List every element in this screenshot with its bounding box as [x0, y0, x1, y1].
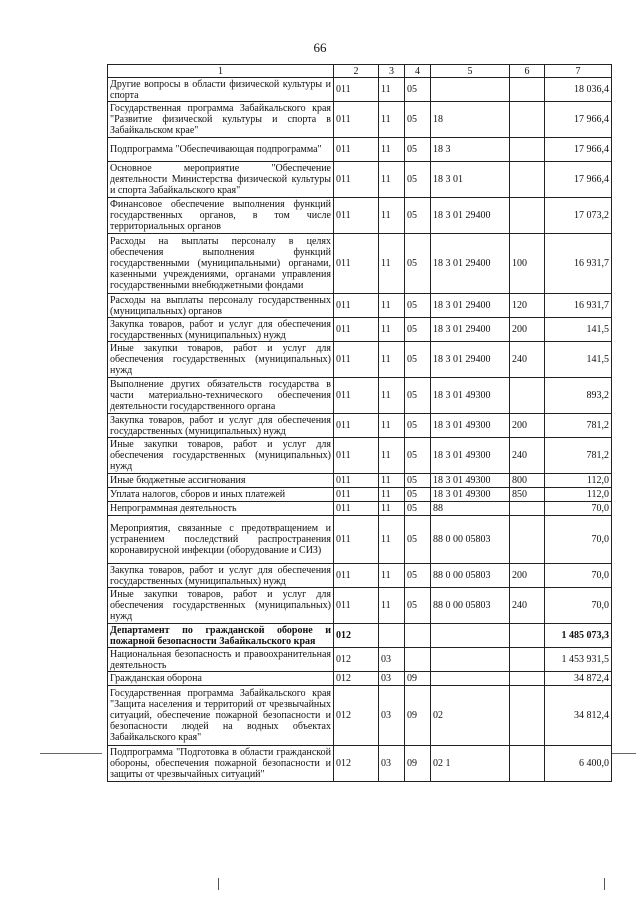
cell-vr: [510, 78, 545, 102]
cell-vr: [510, 102, 545, 138]
cell-cs: 18: [431, 102, 510, 138]
cell-cs: 18 3 01 29400: [431, 234, 510, 294]
table-row: [108, 78, 612, 102]
left-margin-mark: [40, 753, 102, 754]
cell-rz: 11: [379, 488, 405, 502]
cell-sum: 112,0: [545, 474, 612, 488]
cell-name: Иные закупки товаров, работ и услуг для обеспечения государственных (муниципальных) нужд: [108, 438, 334, 474]
cell-gr: 011: [334, 342, 379, 378]
cell-cs: 18 3 01 49300: [431, 488, 510, 502]
cell-sum: 16 931,7: [545, 294, 612, 318]
cell-vr: [510, 624, 545, 648]
cell-name: Уплата налогов, сборов и иных платежей: [108, 488, 334, 502]
cell-gr: 011: [334, 588, 379, 624]
cell-pr: 05: [405, 198, 431, 234]
cell-gr: 011: [334, 414, 379, 438]
cell-sum: 70,0: [545, 564, 612, 588]
cell-vr: 120: [510, 294, 545, 318]
cell-sum: 781,2: [545, 414, 612, 438]
cell-vr: [510, 162, 545, 198]
cell-name: Выполнение других обязательств государства в части материально-технического обеспечения деятельности государственного органа: [108, 378, 334, 414]
cell-gr: 011: [334, 378, 379, 414]
column-header-name: 1: [108, 65, 334, 78]
cell-cs: 18 3: [431, 138, 510, 162]
column-header-cs: 5: [431, 65, 510, 78]
cell-pr: 05: [405, 588, 431, 624]
cell-vr: 240: [510, 588, 545, 624]
column-header-rz: 3: [379, 65, 405, 78]
cell-sum: 17 073,2: [545, 198, 612, 234]
cell-name: Департамент по гражданской обороне и пожарной безопасности Забайкальского края: [108, 624, 334, 648]
table-row: [108, 102, 612, 138]
column-header-pr: 4: [405, 65, 431, 78]
cell-gr: 011: [334, 502, 379, 516]
cell-name: Непрограммная деятельность: [108, 502, 334, 516]
cell-pr: 05: [405, 378, 431, 414]
table-row: [108, 516, 612, 564]
cell-vr: 200: [510, 564, 545, 588]
table-row: [108, 488, 612, 502]
cell-pr: 05: [405, 516, 431, 564]
cell-pr: 05: [405, 102, 431, 138]
cell-rz: 03: [379, 746, 405, 782]
cell-rz: 11: [379, 414, 405, 438]
cell-gr: 011: [334, 318, 379, 342]
cell-name: Расходы на выплаты персоналу в целях обеспечения выполнения функций государственными (муниципальными) органами, казенными учреждениями, органами управления государственными внебюджетными фондами: [108, 234, 334, 294]
table-row: [108, 686, 612, 746]
table-row: [108, 502, 612, 516]
table-row: [108, 294, 612, 318]
cell-vr: [510, 686, 545, 746]
cell-vr: [510, 138, 545, 162]
cell-vr: [510, 378, 545, 414]
cell-gr: 012: [334, 624, 379, 648]
cell-rz: 11: [379, 294, 405, 318]
cell-sum: 16 931,7: [545, 234, 612, 294]
cell-name: Иные закупки товаров, работ и услуг для обеспечения государственных (муниципальных) нужд: [108, 342, 334, 378]
cell-cs: 18 3 01 49300: [431, 438, 510, 474]
cell-gr: 011: [334, 102, 379, 138]
cell-name: Финансовое обеспечение выполнения функций государственных органов, в том числе территориальных органов: [108, 198, 334, 234]
cell-gr: 011: [334, 564, 379, 588]
cell-name: Государственная программа Забайкальского края "Развитие физической культуры и спорта в Забайкальском крае": [108, 102, 334, 138]
cell-vr: [510, 648, 545, 672]
cell-pr: 05: [405, 488, 431, 502]
cell-sum: 17 966,4: [545, 102, 612, 138]
cell-vr: [510, 746, 545, 782]
table-row: [108, 624, 612, 648]
table-row: [108, 378, 612, 414]
cell-vr: [510, 672, 545, 686]
cell-cs: 18 3 01 29400: [431, 198, 510, 234]
cell-vr: 240: [510, 438, 545, 474]
table-row: [108, 474, 612, 488]
cell-gr: 012: [334, 672, 379, 686]
cell-cs: 18 3 01 29400: [431, 318, 510, 342]
cell-sum: 112,0: [545, 488, 612, 502]
cell-rz: [379, 624, 405, 648]
cell-rz: 11: [379, 162, 405, 198]
cell-rz: 11: [379, 502, 405, 516]
table-row: [108, 198, 612, 234]
cell-cs: 18 3 01 29400: [431, 294, 510, 318]
cell-name: Основное мероприятие "Обеспечение деятельности Министерства физической культуры и спорта Забайкальского края": [108, 162, 334, 198]
cell-gr: 011: [334, 162, 379, 198]
cell-pr: 05: [405, 438, 431, 474]
cell-name: Закупка товаров, работ и услуг для обеспечения государственных (муниципальных) нужд: [108, 318, 334, 342]
cell-name: Иные бюджетные ассигнования: [108, 474, 334, 488]
cell-rz: 11: [379, 438, 405, 474]
cell-rz: 11: [379, 78, 405, 102]
cell-rz: 11: [379, 516, 405, 564]
cell-name: Иные закупки товаров, работ и услуг для обеспечения государственных (муниципальных) нужд: [108, 588, 334, 624]
table-body: [108, 78, 612, 782]
cell-pr: [405, 648, 431, 672]
cell-pr: 05: [405, 318, 431, 342]
cell-rz: 11: [379, 564, 405, 588]
table-row: [108, 162, 612, 198]
cell-gr: 012: [334, 746, 379, 782]
cell-gr: 012: [334, 686, 379, 746]
cell-cs: 02: [431, 686, 510, 746]
cell-cs: [431, 624, 510, 648]
cell-rz: 03: [379, 672, 405, 686]
cell-vr: [510, 516, 545, 564]
cell-sum: 70,0: [545, 516, 612, 564]
cell-pr: 09: [405, 672, 431, 686]
cell-cs: 88 0 00 05803: [431, 564, 510, 588]
cell-name: Национальная безопасность и правоохранительная деятельность: [108, 648, 334, 672]
cell-vr: 240: [510, 342, 545, 378]
cell-gr: 011: [334, 138, 379, 162]
cell-vr: 850: [510, 488, 545, 502]
cell-sum: 70,0: [545, 588, 612, 624]
cell-name: Государственная программа Забайкальского края "Защита населения и территорий от чрезвычайных ситуаций, обеспечение пожарной безопасности и безопасности людей на водных объектах Забайкальского края": [108, 686, 334, 746]
cell-gr: 011: [334, 198, 379, 234]
cell-gr: 011: [334, 78, 379, 102]
cell-cs: 88 0 00 05803: [431, 588, 510, 624]
cell-rz: 11: [379, 198, 405, 234]
cell-cs: 18 3 01: [431, 162, 510, 198]
cell-sum: 141,5: [545, 342, 612, 378]
table-row: [108, 318, 612, 342]
cell-rz: 11: [379, 318, 405, 342]
cell-name: Мероприятия, связанные с предотвращением и устранением последствий распространения коронавирусной инфекции (оборудование и СИЗ): [108, 516, 334, 564]
right-margin-mark: [612, 753, 636, 754]
table-row: [108, 564, 612, 588]
cell-name: Закупка товаров, работ и услуг для обеспечения государственных (муниципальных) нужд: [108, 414, 334, 438]
cell-gr: 011: [334, 234, 379, 294]
column-header-sum: 7: [545, 65, 612, 78]
column-header-gr: 2: [334, 65, 379, 78]
cell-sum: 17 966,4: [545, 162, 612, 198]
cell-pr: 05: [405, 502, 431, 516]
table-row: [108, 438, 612, 474]
cell-sum: 893,2: [545, 378, 612, 414]
cell-name: Подпрограмма "Подготовка в области гражданской обороны, обеспечения пожарной безопасности и защиты от чрезвычайных ситуаций": [108, 746, 334, 782]
cell-pr: 05: [405, 564, 431, 588]
table-row: [108, 746, 612, 782]
table-row: [108, 588, 612, 624]
cell-vr: [510, 502, 545, 516]
cell-vr: 100: [510, 234, 545, 294]
cell-sum: 70,0: [545, 502, 612, 516]
cell-cs: [431, 672, 510, 686]
cell-rz: 03: [379, 686, 405, 746]
cell-gr: 011: [334, 488, 379, 502]
cell-name: Другие вопросы в области физической культуры и спорта: [108, 78, 334, 102]
cell-pr: 05: [405, 342, 431, 378]
table-row: [108, 234, 612, 294]
cell-cs: 18 3 01 49300: [431, 414, 510, 438]
bottom-tick-right: [604, 878, 605, 890]
table-row: [108, 648, 612, 672]
table-row: [108, 414, 612, 438]
cell-cs: 18 3 01 49300: [431, 378, 510, 414]
cell-sum: 1 453 931,5: [545, 648, 612, 672]
cell-pr: 05: [405, 474, 431, 488]
column-header-vr: 6: [510, 65, 545, 78]
cell-sum: 18 036,4: [545, 78, 612, 102]
cell-pr: 09: [405, 746, 431, 782]
budget-table: [107, 64, 612, 782]
cell-vr: 200: [510, 318, 545, 342]
page-number: 66: [313, 40, 327, 55]
bottom-tick-left: [218, 878, 219, 890]
cell-name: Закупка товаров, работ и услуг для обеспечения государственных (муниципальных) нужд: [108, 564, 334, 588]
cell-pr: [405, 624, 431, 648]
table-header-row: [108, 65, 612, 78]
cell-gr: 011: [334, 516, 379, 564]
cell-pr: 05: [405, 294, 431, 318]
cell-pr: 05: [405, 78, 431, 102]
cell-rz: 11: [379, 234, 405, 294]
cell-rz: 11: [379, 102, 405, 138]
cell-rz: 03: [379, 648, 405, 672]
cell-name: Подпрограмма "Обеспечивающая подпрограмма": [108, 138, 334, 162]
cell-sum: 781,2: [545, 438, 612, 474]
cell-cs: 88 0 00 05803: [431, 516, 510, 564]
cell-rz: 11: [379, 342, 405, 378]
cell-cs: 18 3 01 29400: [431, 342, 510, 378]
table-row: [108, 672, 612, 686]
cell-vr: 800: [510, 474, 545, 488]
cell-cs: [431, 648, 510, 672]
cell-cs: 02 1: [431, 746, 510, 782]
cell-rz: 11: [379, 378, 405, 414]
cell-gr: 011: [334, 294, 379, 318]
cell-gr: 012: [334, 648, 379, 672]
cell-sum: 1 485 073,3: [545, 624, 612, 648]
cell-cs: [431, 78, 510, 102]
cell-cs: 18 3 01 49300: [431, 474, 510, 488]
cell-vr: [510, 198, 545, 234]
cell-sum: 34 812,4: [545, 686, 612, 746]
cell-rz: 11: [379, 474, 405, 488]
table-row: [108, 342, 612, 378]
cell-rz: 11: [379, 138, 405, 162]
cell-pr: 05: [405, 234, 431, 294]
cell-pr: 05: [405, 414, 431, 438]
cell-pr: 05: [405, 138, 431, 162]
cell-sum: 141,5: [545, 318, 612, 342]
cell-sum: 34 872,4: [545, 672, 612, 686]
cell-vr: 200: [510, 414, 545, 438]
cell-sum: 6 400,0: [545, 746, 612, 782]
cell-name: Расходы на выплаты персоналу государственных (муниципальных) органов: [108, 294, 334, 318]
cell-rz: 11: [379, 588, 405, 624]
cell-gr: 011: [334, 438, 379, 474]
cell-gr: 011: [334, 474, 379, 488]
cell-name: Гражданская оборона: [108, 672, 334, 686]
cell-cs: 88: [431, 502, 510, 516]
cell-pr: 05: [405, 162, 431, 198]
cell-pr: 09: [405, 686, 431, 746]
cell-sum: 17 966,4: [545, 138, 612, 162]
table-row: [108, 138, 612, 162]
